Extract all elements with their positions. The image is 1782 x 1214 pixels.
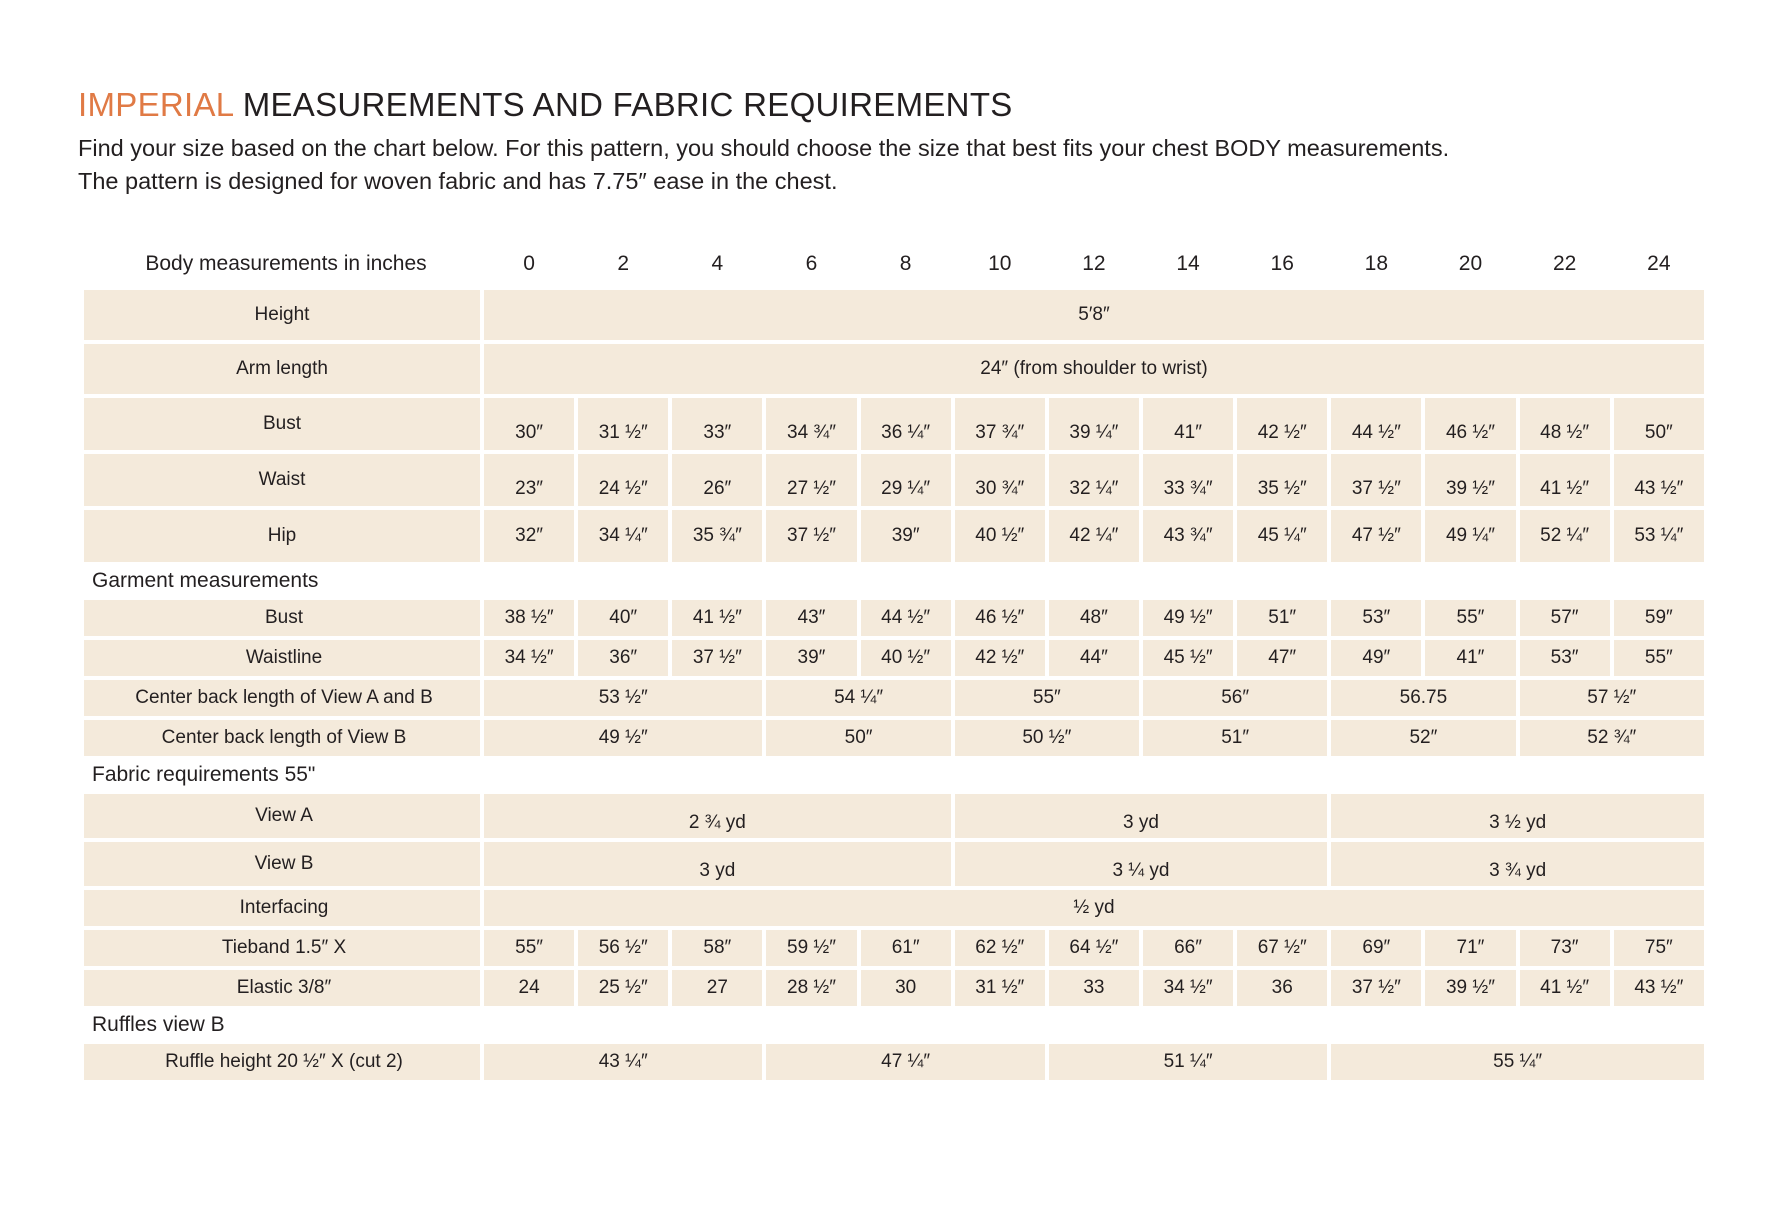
row-label: Interfacing — [84, 890, 480, 926]
table-cell: 62 ½″ — [955, 930, 1045, 966]
table-cell: 75″ — [1614, 930, 1704, 966]
table-cell: 52 ¾″ — [1520, 720, 1704, 756]
table-cell: 40″ — [578, 600, 668, 636]
table-cell: 34 ¼″ — [578, 510, 668, 562]
table-cell: 46 ½″ — [1425, 398, 1515, 450]
table-cell: 34 ½″ — [1143, 970, 1233, 1006]
size-header-row — [84, 242, 1704, 286]
title-accent: IMPERIAL — [78, 86, 234, 123]
table-cell: 57 ½″ — [1520, 680, 1704, 716]
table-cell: 49″ — [1331, 640, 1421, 676]
table-cell: 73″ — [1520, 930, 1610, 966]
table-cell: 56″ — [1143, 680, 1327, 716]
view-b-row — [84, 842, 1704, 886]
table-cell: 69″ — [1331, 930, 1421, 966]
fabric-requirements-heading: Fabric requirements 55" — [92, 763, 316, 786]
row-label: View A — [84, 794, 480, 838]
table-cell: 33 — [1049, 970, 1139, 1006]
table-cell: 36″ — [578, 640, 668, 676]
garment-section-row — [84, 566, 1704, 596]
table-cell: 3 ½ yd — [1331, 794, 1704, 838]
table-cell: 41 ½″ — [1520, 970, 1610, 1006]
table-cell: 33 ¾″ — [1143, 454, 1233, 506]
page-header — [78, 86, 1738, 198]
size-header: 16 — [1270, 252, 1294, 275]
table-cell: 58″ — [672, 930, 762, 966]
size-header: 0 — [523, 252, 535, 275]
ruffles-section-row — [84, 1010, 1704, 1040]
table-cell: 53 ¼″ — [1614, 510, 1704, 562]
ruffles-heading: Ruffles view B — [92, 1013, 225, 1036]
waistline-row — [84, 640, 1704, 676]
table-cell: 61″ — [861, 930, 951, 966]
table-cell: 55 ¼″ — [1331, 1044, 1704, 1080]
table-cell: 52 ¼″ — [1520, 510, 1610, 562]
table-cell: 37 ½″ — [766, 510, 856, 562]
row-label: Arm length — [84, 344, 480, 394]
table-cell: 53 ½″ — [484, 680, 762, 716]
center-back-length-b-row — [84, 720, 1704, 756]
table-cell: 44″ — [1049, 640, 1139, 676]
table-cell: 59 ½″ — [766, 930, 856, 966]
table-cell: ½ yd — [484, 890, 1704, 926]
table-cell: 51″ — [1237, 600, 1327, 636]
table-cell: 51 ¼″ — [1049, 1044, 1327, 1080]
table-cell: 37 ½″ — [1331, 454, 1421, 506]
table-cell: 48″ — [1049, 600, 1139, 636]
table-cell: 55″ — [1614, 640, 1704, 676]
table-cell: 31 ½″ — [578, 398, 668, 450]
table-cell: 35 ½″ — [1237, 454, 1327, 506]
table-cell: 30 — [861, 970, 951, 1006]
center-back-length-ab-row — [84, 680, 1704, 716]
size-header: 10 — [988, 252, 1012, 275]
table-cell: 2 ¾ yd — [484, 794, 951, 838]
table-cell: 36 — [1237, 970, 1327, 1006]
table-cell: 27 ½″ — [766, 454, 856, 506]
garment-measurements-heading: Garment measurements — [92, 569, 319, 592]
table-cell: 41″ — [1425, 640, 1515, 676]
table-cell: 49 ½″ — [484, 720, 762, 756]
height-value: 5′8″ — [484, 290, 1704, 340]
row-label: Elastic 3/8″ — [84, 970, 480, 1006]
bust-row — [84, 398, 1704, 450]
table-cell: 47″ — [1237, 640, 1327, 676]
size-header: 20 — [1458, 252, 1483, 275]
table-cell: 26″ — [672, 454, 762, 506]
table-cell: 50″ — [1614, 398, 1704, 450]
table-cell: 41 ½″ — [1520, 454, 1610, 506]
table-cell: 37 ½″ — [1331, 970, 1421, 1006]
table-cell: 31 ½″ — [955, 970, 1045, 1006]
table-cell: 42 ½″ — [1237, 398, 1327, 450]
table-cell: 33″ — [672, 398, 762, 450]
arm-length-row — [84, 344, 1704, 394]
row-label: Hip — [84, 510, 480, 562]
table-cell: 47 ½″ — [1331, 510, 1421, 562]
table-cell: 49 ½″ — [1143, 600, 1233, 636]
table-cell: 57″ — [1520, 600, 1610, 636]
table-cell: 44 ½″ — [1331, 398, 1421, 450]
table-cell: 43″ — [766, 600, 856, 636]
table-cell: 55″ — [955, 680, 1139, 716]
table-cell: 53″ — [1331, 600, 1421, 636]
table-cell: 39 ½″ — [1425, 970, 1515, 1006]
table-cell: 3 yd — [955, 794, 1328, 838]
table-cell: 39 ¼″ — [1049, 398, 1139, 450]
size-header: 8 — [899, 252, 912, 275]
view-a-row — [84, 794, 1704, 838]
table-cell: 3 yd — [484, 842, 951, 886]
table-cell: 67 ½″ — [1237, 930, 1327, 966]
tieband-row — [84, 930, 1704, 966]
row-label: View B — [84, 842, 480, 886]
garment-bust-row — [84, 600, 1704, 636]
table-cell: 50 ½″ — [955, 720, 1139, 756]
table-cell: 59″ — [1614, 600, 1704, 636]
row-label: Bust — [84, 398, 480, 450]
table-cell: 41 ½″ — [672, 600, 762, 636]
page-title — [78, 86, 1738, 124]
height-row — [84, 290, 1704, 340]
size-header: 2 — [617, 252, 630, 275]
interfacing-row — [84, 890, 1704, 926]
body-measurements-heading: Body measurements in inches — [145, 252, 427, 275]
table-cell: 54 ¼″ — [766, 680, 950, 716]
table-cell: 45 ½″ — [1143, 640, 1233, 676]
table-cell: 46 ½″ — [955, 600, 1045, 636]
table-cell: 56 ½″ — [578, 930, 668, 966]
table-cell: 41″ — [1143, 398, 1233, 450]
table-cell: 64 ½″ — [1049, 930, 1139, 966]
size-header: 4 — [711, 252, 724, 275]
size-header: 14 — [1176, 252, 1200, 275]
size-header: 22 — [1552, 252, 1577, 275]
table-cell: 39″ — [861, 510, 951, 562]
table-cell: 36 ¼″ — [861, 398, 951, 450]
size-header: 12 — [1082, 252, 1106, 275]
table-cell: 30 ¾″ — [955, 454, 1045, 506]
row-label: Ruffle height 20 ½″ X (cut 2) — [84, 1044, 480, 1080]
row-label: Height — [84, 290, 480, 340]
table-cell: 24 — [484, 970, 574, 1006]
table-cell: 53″ — [1520, 640, 1610, 676]
table-cell: 45 ¼″ — [1237, 510, 1327, 562]
table-cell: 28 ½″ — [766, 970, 856, 1006]
table-cell: 55″ — [1425, 600, 1515, 636]
size-chart-table — [80, 238, 1708, 1084]
table-cell: 43 ½″ — [1614, 970, 1704, 1006]
ruffle-height-row — [84, 1044, 1704, 1080]
row-label: Waist — [84, 454, 480, 506]
size-header: 24 — [1647, 252, 1671, 275]
table-cell: 38 ½″ — [484, 600, 574, 636]
intro-line-1: Find your size based on the chart below. For this pattern, you should choose the size that best fits your chest BODY measurements. — [78, 134, 1450, 161]
table-cell: 44 ½″ — [861, 600, 951, 636]
table-cell: 3 ¾ yd — [1331, 842, 1704, 886]
row-label: Tieband 1.5″ X — [84, 930, 480, 966]
table-cell: 71″ — [1425, 930, 1515, 966]
size-header: 6 — [805, 252, 818, 275]
waist-row — [84, 454, 1704, 506]
title-rest: MEASUREMENTS AND FABRIC REQUIREMENTS — [242, 86, 1013, 123]
table-cell: 42 ¼″ — [1049, 510, 1139, 562]
table-cell: 34 ½″ — [484, 640, 574, 676]
table-cell: 24 ½″ — [578, 454, 668, 506]
table-cell: 43 ½″ — [1614, 454, 1704, 506]
table-cell: 49 ¼″ — [1425, 510, 1515, 562]
table-cell: 3 ¼ yd — [955, 842, 1328, 886]
table-cell: 34 ¾″ — [766, 398, 856, 450]
table-cell: 37 ½″ — [672, 640, 762, 676]
table-cell: 39 ½″ — [1425, 454, 1515, 506]
row-label: Center back length of View B — [84, 720, 480, 756]
row-label: Center back length of View A and B — [84, 680, 480, 716]
table-cell: 32″ — [484, 510, 574, 562]
table-cell: 48 ½″ — [1520, 398, 1610, 450]
arm-length-value: 24″ (from shoulder to wrist) — [484, 344, 1704, 394]
table-cell: 47 ¼″ — [766, 1044, 1044, 1080]
hip-row — [84, 510, 1704, 562]
table-cell: 42 ½″ — [955, 640, 1045, 676]
row-label: Waistline — [84, 640, 480, 676]
table-cell: 30″ — [484, 398, 574, 450]
intro-line-2: The pattern is designed for woven fabric and has 7.75″ ease in the chest. — [78, 167, 838, 194]
table-cell: 32 ¼″ — [1049, 454, 1139, 506]
table-cell: 25 ½″ — [578, 970, 668, 1006]
intro-text — [78, 132, 1738, 198]
table-cell: 56.75 — [1331, 680, 1515, 716]
row-label: Bust — [84, 600, 480, 636]
table-cell: 51″ — [1143, 720, 1327, 756]
table-cell: 40 ½″ — [955, 510, 1045, 562]
elastic-row — [84, 970, 1704, 1006]
table-cell: 37 ¾″ — [955, 398, 1045, 450]
fabric-section-row — [84, 760, 1704, 790]
size-header: 18 — [1364, 252, 1389, 275]
table-cell: 35 ¾″ — [672, 510, 762, 562]
table-cell: 52″ — [1331, 720, 1515, 756]
table-cell: 55″ — [484, 930, 574, 966]
table-cell: 50″ — [766, 720, 950, 756]
table-cell: 39″ — [766, 640, 856, 676]
table-cell: 27 — [672, 970, 762, 1006]
table-cell: 40 ½″ — [861, 640, 951, 676]
table-cell: 66″ — [1143, 930, 1233, 966]
table-cell: 43 ¾″ — [1143, 510, 1233, 562]
table-cell: 43 ¼″ — [484, 1044, 762, 1080]
table-cell: 23″ — [484, 454, 574, 506]
table-cell: 29 ¼″ — [861, 454, 951, 506]
